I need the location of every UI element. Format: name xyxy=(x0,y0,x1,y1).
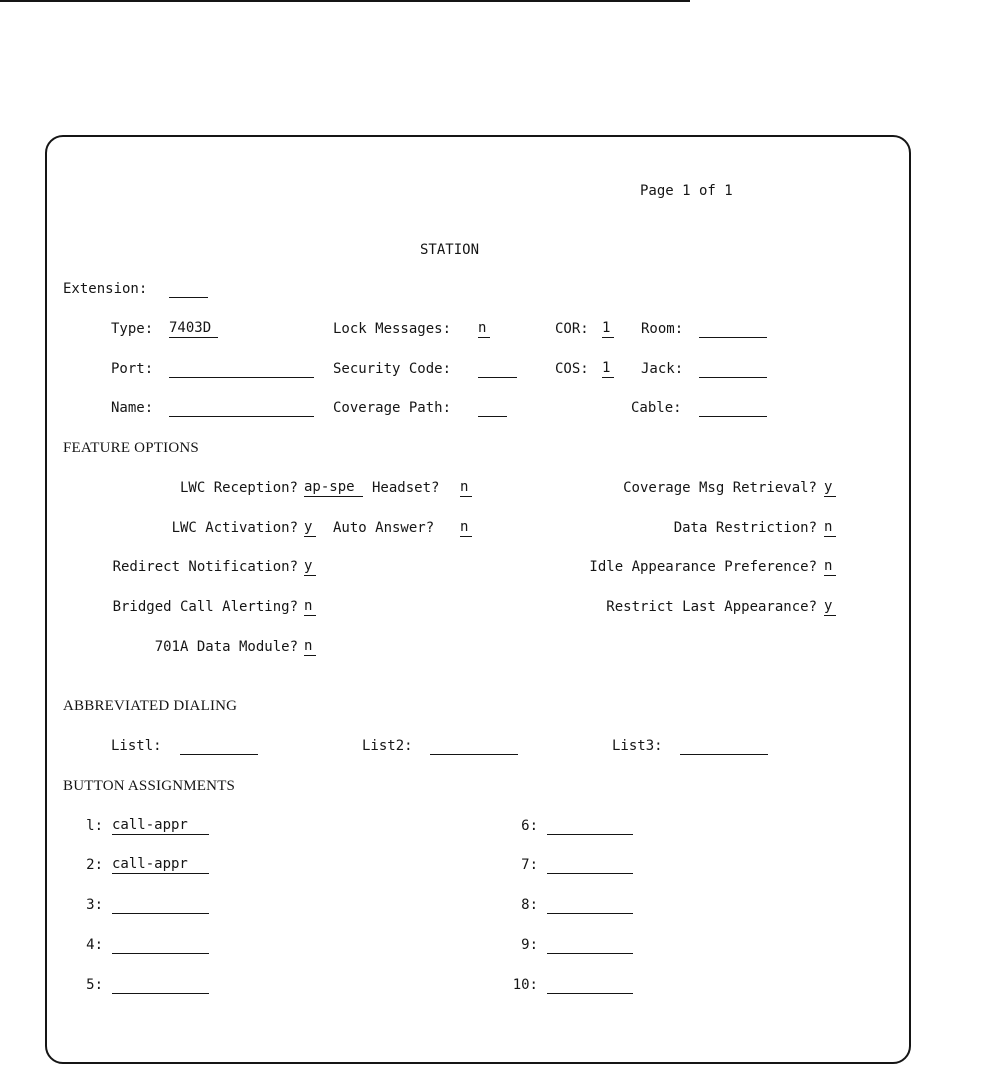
data-module-label: 701A Data Module? xyxy=(154,639,298,655)
button-1-label: l: xyxy=(86,818,103,834)
button-3-field[interactable] xyxy=(112,896,209,914)
feature-options-heading: FEATURE OPTIONS xyxy=(63,440,199,456)
button-4-label: 4: xyxy=(86,937,103,953)
port-label: Port: xyxy=(111,361,154,377)
button-6-field[interactable] xyxy=(547,817,633,835)
cor-field[interactable]: 1 xyxy=(602,320,614,338)
button-6-label: 6: xyxy=(521,818,538,834)
name-field[interactable] xyxy=(169,399,314,417)
lwc-reception-field[interactable]: ap-spe xyxy=(304,479,363,497)
top-rule xyxy=(0,0,690,2)
cable-label: Cable: xyxy=(631,400,682,416)
button-8-field[interactable] xyxy=(547,896,633,914)
cos-label: COS: xyxy=(555,361,589,377)
data-module-field[interactable]: n xyxy=(304,638,316,656)
headset-label: Headset? xyxy=(372,480,440,496)
lock-messages-field[interactable]: n xyxy=(478,320,490,338)
button-8-label: 8: xyxy=(521,897,538,913)
cable-field[interactable] xyxy=(699,399,767,417)
restrict-last-appearance-field[interactable]: y xyxy=(824,598,836,616)
button-2-label: 2: xyxy=(86,857,103,873)
coverage-path-field[interactable] xyxy=(478,399,507,417)
type-label: Type: xyxy=(111,321,154,337)
idle-appearance-preference-label: Idle Appearance Preference? xyxy=(589,559,817,575)
lock-messages-label: Lock Messages: xyxy=(333,321,452,337)
auto-answer-field[interactable]: n xyxy=(460,519,472,537)
jack-field[interactable] xyxy=(699,360,767,378)
security-code-field[interactable] xyxy=(478,360,517,378)
jack-label: Jack: xyxy=(641,361,684,377)
coverage-path-label: Coverage Path: xyxy=(333,400,452,416)
coverage-msg-retrieval-field[interactable]: y xyxy=(824,479,836,497)
lwc-reception-label: LWC Reception? xyxy=(179,480,298,496)
button-2-field[interactable]: call-appr xyxy=(112,856,209,874)
cor-label: COR: xyxy=(555,321,589,337)
button-9-label: 9: xyxy=(521,937,538,953)
page-indicator: Page 1 of 1 xyxy=(640,183,733,199)
button-10-field[interactable] xyxy=(547,976,633,994)
headset-field[interactable]: n xyxy=(460,479,472,497)
lwc-activation-field[interactable]: y xyxy=(304,519,316,537)
list2-label: List2: xyxy=(362,738,413,754)
type-field[interactable]: 7403D xyxy=(169,320,218,338)
cos-field[interactable]: 1 xyxy=(602,360,614,378)
idle-appearance-preference-field[interactable]: n xyxy=(824,558,836,576)
redirect-notification-label: Redirect Notification? xyxy=(112,559,298,575)
button-assignments-heading: BUTTON ASSIGNMENTS xyxy=(63,778,236,794)
abbreviated-dialing-heading: ABBREVIATED DIALING xyxy=(63,698,238,714)
button-9-field[interactable] xyxy=(547,936,633,954)
lwc-activation-label: LWC Activation? xyxy=(171,520,298,536)
auto-answer-label: Auto Answer? xyxy=(333,520,435,536)
list3-field[interactable] xyxy=(680,737,768,755)
list1-label: Listl: xyxy=(111,738,162,754)
coverage-msg-retrieval-label: Coverage Msg Retrieval? xyxy=(623,480,817,496)
data-restriction-field[interactable]: n xyxy=(824,519,836,537)
bridged-call-alerting-label: Bridged Call Alerting? xyxy=(112,599,298,615)
list2-field[interactable] xyxy=(430,737,518,755)
port-field[interactable] xyxy=(169,360,314,378)
data-restriction-label: Data Restriction? xyxy=(673,520,817,536)
restrict-last-appearance-label: Restrict Last Appearance? xyxy=(606,599,817,615)
name-label: Name: xyxy=(111,400,154,416)
button-7-field[interactable] xyxy=(547,856,633,874)
button-5-field[interactable] xyxy=(112,976,209,994)
button-7-label: 7: xyxy=(521,857,538,873)
security-code-label: Security Code: xyxy=(333,361,452,377)
button-3-label: 3: xyxy=(86,897,103,913)
extension-label: Extension: xyxy=(63,281,148,297)
bridged-call-alerting-field[interactable]: n xyxy=(304,598,316,616)
redirect-notification-field[interactable]: y xyxy=(304,558,316,576)
room-label: Room: xyxy=(641,321,684,337)
button-1-field[interactable]: call-appr xyxy=(112,817,209,835)
extension-field[interactable] xyxy=(169,280,208,298)
list1-field[interactable] xyxy=(180,737,258,755)
button-5-label: 5: xyxy=(86,977,103,993)
button-4-field[interactable] xyxy=(112,936,209,954)
button-10-label: 10: xyxy=(512,977,538,993)
list3-label: List3: xyxy=(612,738,663,754)
room-field[interactable] xyxy=(699,320,767,338)
form-title: STATION xyxy=(420,242,480,258)
